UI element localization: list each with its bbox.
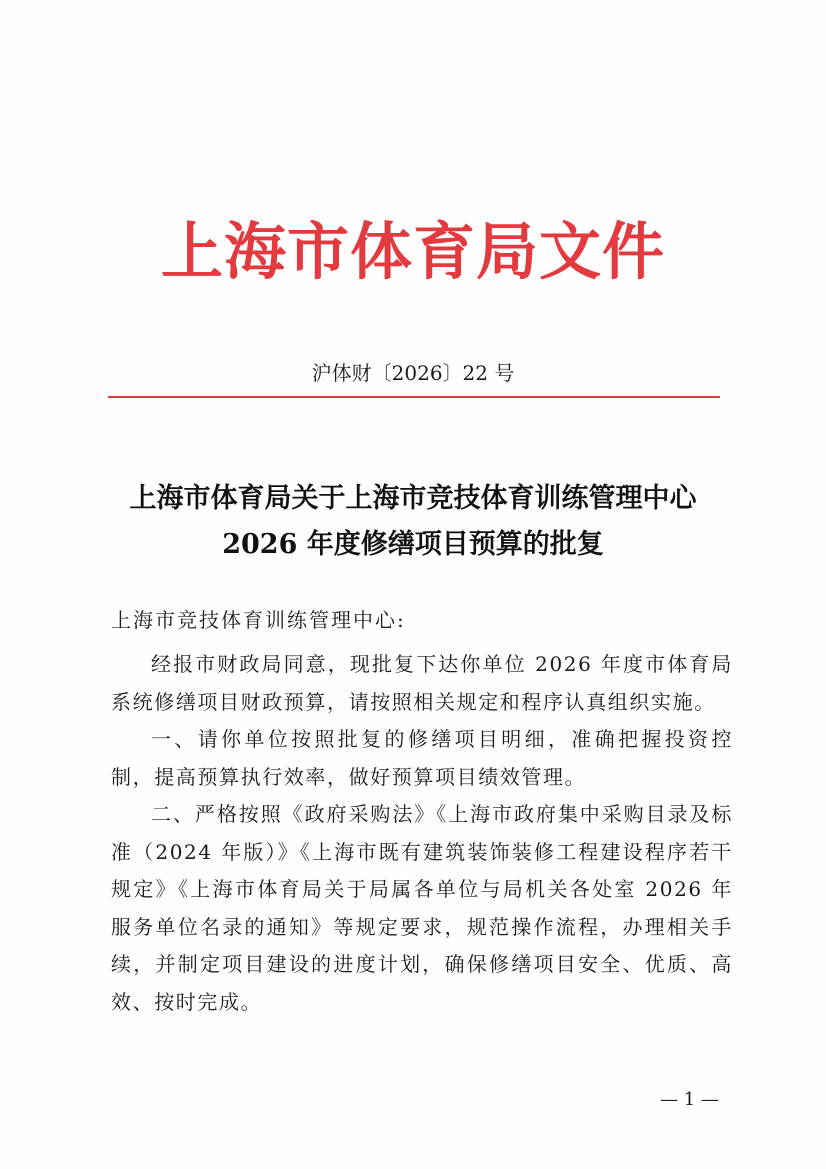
addressee: 上海市竞技体育训练管理中心: — [111, 608, 406, 632]
body-paragraph: 一、请你单位按照批复的修缮项目明细，准确把握投资控制，提高预算执行效率，做好预算项目绩效管理。 — [111, 727, 733, 789]
document-title — [60, 476, 766, 568]
document-title-line-2: 2026 年度修缮项目预算的批复 — [222, 529, 604, 560]
document-number: 沪体财〔2026〕22 号 — [311, 361, 515, 385]
page-number: — 1 — — [660, 1089, 719, 1110]
red-divider-line — [108, 396, 720, 398]
body-paragraph: 二、严格按照《政府采购法》《上海市政府集中采购目录及标准（2024 年版）》《上海市既有建筑装饰装修工程建设程序若干规定》《上海市体育局关于局属各单位与局机关各处室 2026 年服务单位名录的通知》等规定要求，规范操作流程，办理相关手续，并制定项目建设的进度计划，确保修缮项目安全、优质、高效、按时完成。 — [111, 802, 733, 1014]
document-body — [111, 646, 733, 1021]
document-header-title: 上海市体育局文件 — [160, 215, 665, 288]
document-title-line-1: 上海市体育局关于上海市竞技体育训练管理中心 — [129, 483, 697, 514]
body-paragraph: 经报市财政局同意，现批复下达你单位 2026 年度市体育局系统修缮项目财政预算，请按照相关规定和程序认真组织实施。 — [111, 652, 733, 714]
